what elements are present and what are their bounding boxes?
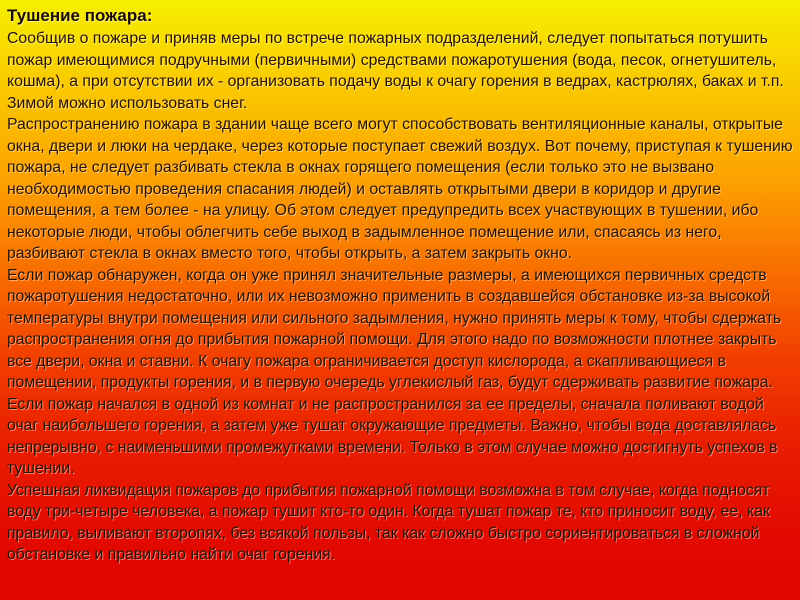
- paragraph-ventilation: Распространению пожара в здании чаще всего могут способствовать вентиляционные каналы, открытые окна, двери и люки на чердаке, через которые поступает свежий воздух. Вот почему, приступая к тушению пожара, не следует разбивать стекла в окнах горящего помещения (если только это не вызвано необходимостью проведения спасания людей) и оставлять открытыми двери в коридор и другие помещения, а тем более - на улицу. Об этом следует предупредить всех участвующих в тушении, ибо некоторые люди, чтобы облегчить себе выход в задымленное помещение или, спасаясь из него, разбивают стекла в окнах вместо того, чтобы открыть, а затем закрыть окно.: [7, 116, 793, 262]
- paragraph-teamwork: Успешная ликвидация пожаров до прибытия пожарной помощи возможна в том случае, когда подносят воду три-четыре человека, а пожар тушит кто-то один. Когда тушат пожар те, кто приносит воду, ее, как правило, выливают второпях, без всякой пользы, так как сложно быстро сориентироваться в сложной обстановке и правильно найти очаг горения.: [7, 481, 770, 563]
- slide-title: Тушение пожара:: [7, 6, 153, 25]
- paragraph-large-fire: Если пожар обнаружен, когда он уже принял значительные размеры, а имеющихся первичных средств пожаротушения недостаточно, или их невозможно применить в создавшейся обстановке из-за высокой температуры внутри помещения или сильного задымления, нужно принять меры к тому, чтобы сдержать распространения огня до прибытия пожарной помощи. Для этого надо по возможности плотнее закрыть все двери, окна и ставни. К очагу пожара ограничивается доступ кислорода, а скапливающиеся в помещении, продукты горения, и в первую очередь углекислый газ, будут сдерживать развитие пожара.: [7, 266, 782, 391]
- slide-content: [7, 4, 795, 600]
- paragraph-primary-means: Сообщив о пожаре и приняв меры по встрече пожарных подразделений, следует попытаться потушить пожар имеющимися подручными (первичными) средствами пожаротушения (вода, песок, огнетушитель, кошма), а при отсутствии их - организовать подачу воды к очагу горения в ведрах, кастрюлях, баках и т.п. Зимой можно использовать снег.: [7, 30, 784, 112]
- paragraph-single-room: Если пожар начался в одной из комнат и не распространился за ее пределы, сначала поливают водой очаг наибольшего горения, а затем уже тушат окружающие предметы. Важно, чтобы вода доставлялась непрерывно, с наименьшими промежутками времени. Только в этом случае можно достигнуть успехов в тушении.: [7, 395, 778, 477]
